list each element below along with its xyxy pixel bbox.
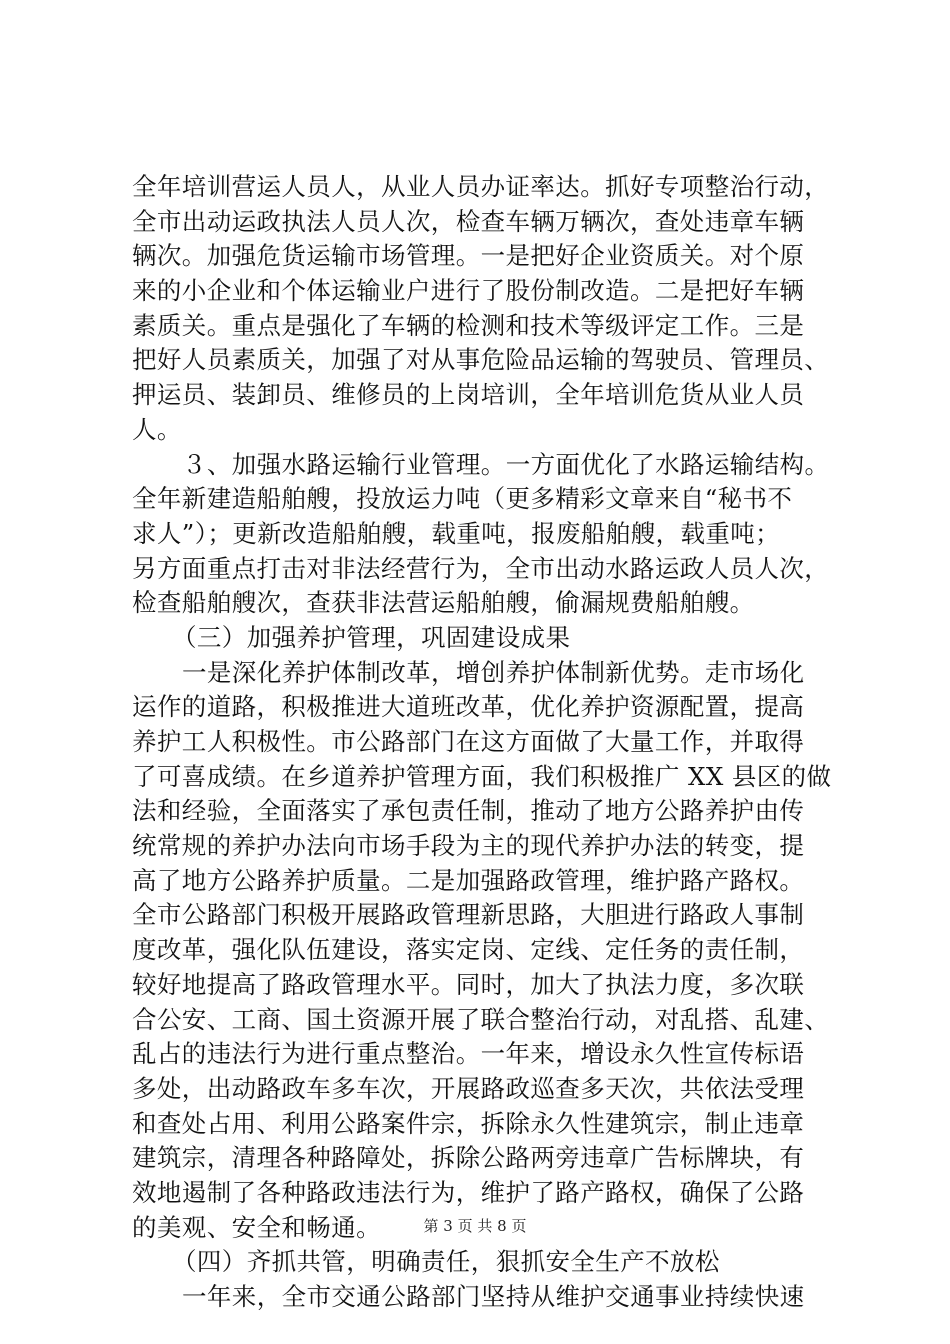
section-heading-3: （三）加强养护管理，巩固建设成果 <box>172 622 571 652</box>
text-line: 法和经验，全面落实了承包责任制，推动了地方公路养护由传 <box>132 796 805 826</box>
section-heading-4: （四）齐抓共管，明确责任，狠抓安全生产不放松 <box>172 1247 720 1277</box>
text-line: 辆次。加强危货运输市场管理。一是把好企业资质关。对个原 <box>132 241 805 271</box>
text-line: 养护工人积极性。市公路部门在这方面做了大量工作，并取得 <box>132 727 805 756</box>
paragraph-start-line: 一年来，全市交通公路部门坚持从维护交通事业持续快速 <box>182 1282 805 1311</box>
text-line: 乱占的违法行为进行重点整治。一年来，增设永久性宣传标语 <box>132 1039 805 1069</box>
text-line: 度改革，强化队伍建设，落实定岗、定线、定任务的责任制， <box>132 935 805 965</box>
text-line: 高了地方公路养护质量。二是加强路政管理，维护路产路权。 <box>132 865 805 895</box>
text-line: 统常规的养护办法向市场手段为主的现代养护办法的转变，提 <box>132 831 805 861</box>
text-line: 全市出动运政执法人员人次，检查车辆万辆次，查处违章车辆 <box>132 206 805 236</box>
text-line: 全年新建造船舶艘，投放运力吨（更多精彩文章来自“秘书不 <box>132 484 793 514</box>
text-line: 的美观、安全和畅通。 <box>132 1212 381 1242</box>
text-line: 人。 <box>132 414 182 444</box>
text-line: 较好地提高了路政管理水平。同时，加大了执法力度，多次联 <box>132 969 805 999</box>
text-line: 来的小企业和个体运输业户进行了股份制改造。二是把好车辆 <box>132 276 805 306</box>
text-line: 多处，出动路政车多车次，开展路政巡查多天次，共依法受理 <box>132 1073 805 1103</box>
document-body <box>132 170 832 1315</box>
text-line: 了可喜成绩。在乡道养护管理方面，我们积极推广 XX 县区的做 <box>132 761 832 791</box>
text-line: 求人”）；更新改造船舶艘，载重吨，报废船舶艘，载重吨； <box>132 518 781 548</box>
page-number-footer: 第 3 页 共 8 页 <box>423 1217 527 1235</box>
text-line: 押运员、装卸员、维修员的上岗培训，全年培训危货从业人员 <box>132 380 805 410</box>
paragraph-start-line: 一是深化养护体制改革，增创养护体制新优势。走市场化 <box>182 657 805 687</box>
text-line: 和查处占用、利用公路案件宗，拆除永久性建筑宗，制止违章 <box>132 1108 805 1138</box>
text-line: 全市公路部门积极开展路政管理新思路，大胆进行路政人事制 <box>132 900 805 930</box>
text-line: 建筑宗，清理各种路障处，拆除公路两旁违章广告标牌块，有 <box>132 1143 805 1173</box>
text-line: 全年培训营运人员人，从业人员办证率达。抓好专项整治行动， <box>132 172 830 201</box>
text-line: 效地遏制了各种路政违法行为，维护了路产路权，确保了公路 <box>132 1177 805 1207</box>
text-line: 检查船舶艘次，查获非法营运船舶艘，偷漏规费船舶艘。 <box>132 588 755 618</box>
text-line: 另方面重点打击对非法经营行为，全市出动水路运政人员人次， <box>132 553 830 583</box>
paragraph-start-line: ３、加强水路运输行业管理。一方面优化了水路运输结构。 <box>182 449 830 479</box>
text-line: 运作的道路，积极推进大道班改革，优化养护资源配置，提高 <box>132 692 805 722</box>
text-line: 合公安、工商、国土资源开展了联合整治行动，对乱搭、乱建、 <box>132 1004 830 1034</box>
text-line: 把好人员素质关，加强了对从事危险品运输的驾驶员、管理员、 <box>132 345 830 375</box>
text-line: 素质关。重点是强化了车辆的检测和技术等级评定工作。三是 <box>132 310 805 340</box>
